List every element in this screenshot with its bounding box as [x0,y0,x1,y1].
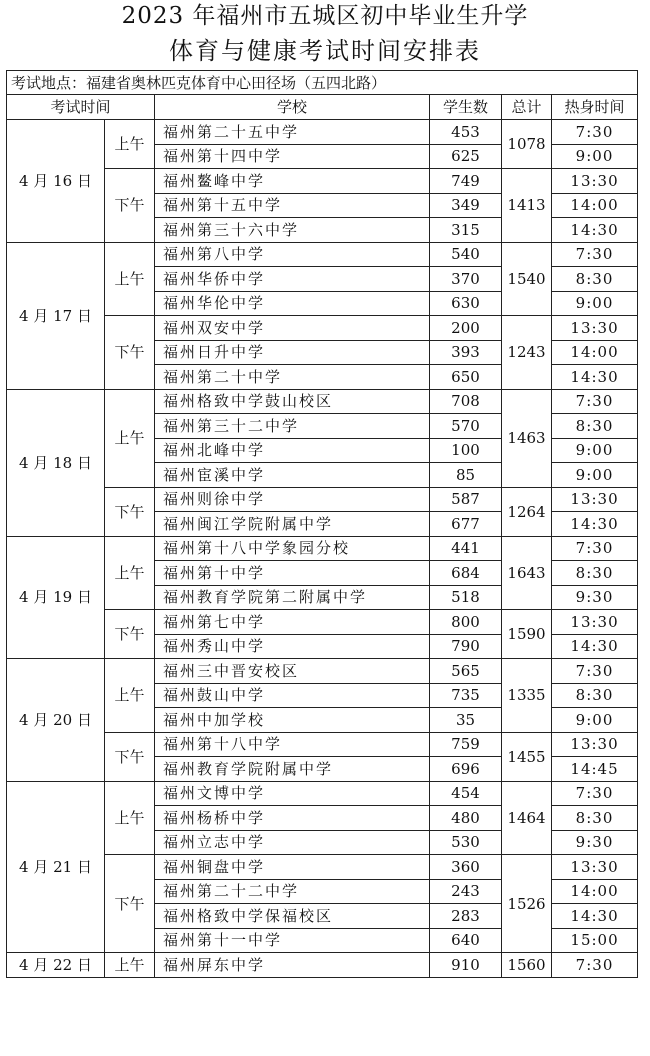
student-count: 370 [430,267,502,292]
session-total: 1590 [502,610,552,659]
table-row [7,536,638,561]
student-count: 480 [430,806,502,831]
exam-period: 下午 [105,732,155,781]
school-name: 福州格致中学保福校区 [155,904,430,929]
school-name: 福州第十四中学 [155,144,430,169]
school-name: 福州第十一中学 [155,928,430,953]
exam-period: 上午 [105,659,155,733]
school-name: 福州北峰中学 [155,438,430,463]
schedule-table [6,70,638,978]
student-count: 749 [430,169,502,194]
exam-location: 考试地点：福建省奥林匹克体育中心田径场（五四北路） [7,71,638,95]
exam-period: 下午 [105,169,155,243]
session-total: 1455 [502,732,552,781]
warmup-time: 7:30 [552,389,638,414]
warmup-time: 8:30 [552,414,638,439]
exam-date: 4 月 20 日 [7,659,105,782]
student-count: 540 [430,242,502,267]
exam-date: 4 月 22 日 [7,953,105,978]
warmup-time: 7:30 [552,120,638,145]
warmup-time: 7:30 [552,242,638,267]
exam-period: 下午 [105,610,155,659]
school-name: 福州文博中学 [155,781,430,806]
school-name: 福州第二十中学 [155,365,430,390]
student-count: 790 [430,634,502,659]
school-name: 福州三中晋安校区 [155,659,430,684]
school-name: 福州鳌峰中学 [155,169,430,194]
exam-period: 上午 [105,781,155,855]
student-count: 283 [430,904,502,929]
student-count: 910 [430,953,502,978]
table-row [7,120,638,145]
session-total: 1078 [502,120,552,169]
warmup-time: 9:00 [552,291,638,316]
session-total: 1560 [502,953,552,978]
warmup-time: 9:30 [552,830,638,855]
student-count: 570 [430,414,502,439]
student-count: 243 [430,879,502,904]
session-total: 1264 [502,487,552,536]
school-name: 福州教育学院第二附属中学 [155,585,430,610]
warmup-time: 8:30 [552,267,638,292]
student-count: 684 [430,561,502,586]
table-row [7,953,638,978]
warmup-time: 14:00 [552,340,638,365]
school-name: 福州双安中学 [155,316,430,341]
header-students: 学生数 [430,95,502,120]
school-name: 福州第十八中学象园分校 [155,536,430,561]
school-name: 福州第二十五中学 [155,120,430,145]
table-row [7,242,638,267]
warmup-time: 9:00 [552,463,638,488]
header-row [7,95,638,120]
school-name: 福州第二十二中学 [155,879,430,904]
exam-date: 4 月 19 日 [7,536,105,659]
session-total: 1643 [502,536,552,610]
session-total: 1243 [502,316,552,390]
student-count: 696 [430,757,502,782]
exam-period: 上午 [105,242,155,316]
student-count: 454 [430,781,502,806]
warmup-time: 14:00 [552,879,638,904]
warmup-time: 9:00 [552,144,638,169]
school-name: 福州华伦中学 [155,291,430,316]
school-name: 福州秀山中学 [155,634,430,659]
exam-date: 4 月 21 日 [7,781,105,953]
school-name: 福州第十八中学 [155,732,430,757]
session-total: 1540 [502,242,552,316]
exam-period: 上午 [105,389,155,487]
student-count: 35 [430,708,502,733]
student-count: 349 [430,193,502,218]
exam-period: 上午 [105,953,155,978]
student-count: 650 [430,365,502,390]
school-name: 福州第十中学 [155,561,430,586]
student-count: 587 [430,487,502,512]
header-warmup: 热身时间 [552,95,638,120]
warmup-time: 13:30 [552,855,638,880]
warmup-time: 14:30 [552,218,638,243]
session-total: 1463 [502,389,552,487]
warmup-time: 8:30 [552,806,638,831]
student-count: 640 [430,928,502,953]
warmup-time: 13:30 [552,316,638,341]
student-count: 565 [430,659,502,684]
school-name: 福州闽江学院附属中学 [155,512,430,537]
table-row [7,389,638,414]
warmup-time: 14:00 [552,193,638,218]
warmup-time: 7:30 [552,659,638,684]
student-count: 518 [430,585,502,610]
student-count: 759 [430,732,502,757]
session-total: 1526 [502,855,552,953]
school-name: 福州第七中学 [155,610,430,635]
session-total: 1413 [502,169,552,243]
header-total: 总计 [502,95,552,120]
warmup-time: 15:00 [552,928,638,953]
exam-period: 下午 [105,316,155,390]
warmup-time: 13:30 [552,169,638,194]
location-row [7,71,638,95]
warmup-time: 13:30 [552,732,638,757]
session-total: 1464 [502,781,552,855]
exam-period: 下午 [105,855,155,953]
schedule-table-body [7,71,638,978]
warmup-time: 14:45 [552,757,638,782]
student-count: 393 [430,340,502,365]
warmup-time: 13:30 [552,610,638,635]
exam-period: 上午 [105,120,155,169]
student-count: 800 [430,610,502,635]
school-name: 福州则徐中学 [155,487,430,512]
student-count: 453 [430,120,502,145]
school-name: 福州鼓山中学 [155,683,430,708]
student-count: 360 [430,855,502,880]
student-count: 100 [430,438,502,463]
warmup-time: 13:30 [552,487,638,512]
school-name: 福州铜盘中学 [155,855,430,880]
warmup-time: 14:30 [552,904,638,929]
warmup-time: 9:00 [552,438,638,463]
exam-period: 上午 [105,536,155,610]
warmup-time: 8:30 [552,683,638,708]
school-name: 福州日升中学 [155,340,430,365]
school-name: 福州中加学校 [155,708,430,733]
warmup-time: 9:30 [552,585,638,610]
school-name: 福州第三十二中学 [155,414,430,439]
exam-date: 4 月 16 日 [7,120,105,243]
school-name: 福州宦溪中学 [155,463,430,488]
student-count: 625 [430,144,502,169]
warmup-time: 7:30 [552,536,638,561]
warmup-time: 8:30 [552,561,638,586]
warmup-time: 9:00 [552,708,638,733]
warmup-time: 7:30 [552,781,638,806]
title-line-1: 2023 年福州市五城区初中毕业生升学 [121,3,529,29]
table-row [7,781,638,806]
school-name: 福州教育学院附属中学 [155,757,430,782]
header-school: 学校 [155,95,430,120]
header-exam-time: 考试时间 [7,95,155,120]
student-count: 85 [430,463,502,488]
school-name: 福州格致中学鼓山校区 [155,389,430,414]
school-name: 福州华侨中学 [155,267,430,292]
school-name: 福州屏东中学 [155,953,430,978]
title-line-2: 体育与健康考试时间安排表 [169,37,481,65]
student-count: 708 [430,389,502,414]
table-row [7,659,638,684]
school-name: 福州杨桥中学 [155,806,430,831]
student-count: 315 [430,218,502,243]
student-count: 677 [430,512,502,537]
student-count: 735 [430,683,502,708]
student-count: 200 [430,316,502,341]
school-name: 福州第十五中学 [155,193,430,218]
warmup-time: 7:30 [552,953,638,978]
session-total: 1335 [502,659,552,733]
exam-date: 4 月 17 日 [7,242,105,389]
warmup-time: 14:30 [552,365,638,390]
student-count: 530 [430,830,502,855]
exam-date: 4 月 18 日 [7,389,105,536]
warmup-time: 14:30 [552,634,638,659]
student-count: 630 [430,291,502,316]
student-count: 441 [430,536,502,561]
school-name: 福州第八中学 [155,242,430,267]
school-name: 福州第三十六中学 [155,218,430,243]
warmup-time: 14:30 [552,512,638,537]
school-name: 福州立志中学 [155,830,430,855]
exam-period: 下午 [105,487,155,536]
